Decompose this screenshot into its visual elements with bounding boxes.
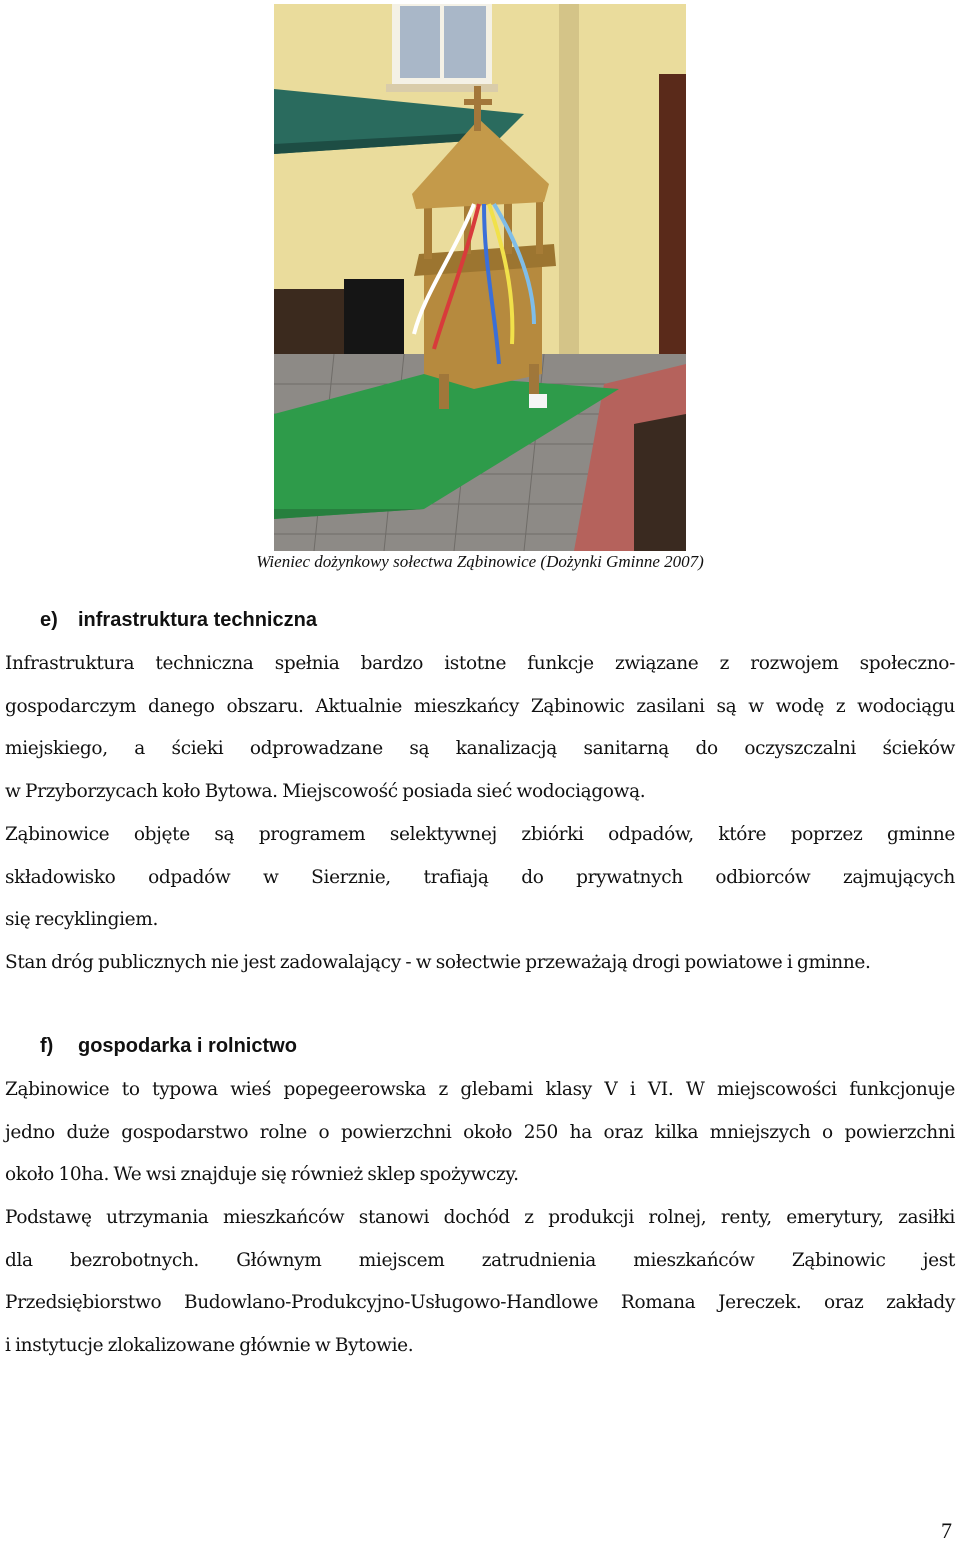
text-line: się recyklingiem. (5, 909, 158, 930)
figure-caption-text: Wieniec dożynkowy sołectwa Ząbinowice (Dożynki Gminne 2007) (256, 552, 704, 571)
harvest-wreath-photo (274, 4, 686, 551)
figure-caption (0, 552, 960, 572)
text-line: Infrastruktura techniczna spełnia bardzo istotne funkcje związane z rozwojem społeczno- (5, 653, 955, 674)
section-marker: f) (40, 1035, 54, 1057)
text-line: i instytucje zlokalizowane głównie w Bytowie. (5, 1334, 414, 1356)
text-line: Ząbinowice to typowa wieś popegeerowska z glebami klasy V i VI. W miejscowości funkcjonuje (5, 1079, 955, 1100)
text-line: jedno duże gospodarstwo rolne o powierzchni około 250 ha oraz kilka mniejszych o powierzchni (5, 1121, 955, 1143)
text-line: miejskiego, a ścieki odprowadzane są kanalizacją sanitarną do oczyszczalni ścieków (5, 738, 955, 759)
page-number: 7 (941, 1518, 952, 1543)
section-heading-infrastructure (40, 609, 317, 632)
section-heading-agriculture (40, 1035, 297, 1058)
section-title: infrastruktura techniczna (78, 609, 317, 631)
text-line: w Przyborzycach koło Bytowa. Miejscowość posiada sieć wodociągową. (5, 780, 646, 802)
paragraph-agriculture (5, 1069, 955, 1197)
text-line: Ząbinowice objęte są programem selektywnej zbiórki odpadów, które poprzez gminne (5, 824, 955, 845)
text-line: składowisko odpadów w Sierznie, trafiają do prywatnych odbiorców zajmujących (5, 866, 955, 888)
text-line: dla bezrobotnych. Głównym miejscem zatrudnienia mieszkańców Ząbinowic jest (5, 1249, 955, 1271)
paragraph-employment (5, 1197, 955, 1367)
text-line: Stan dróg publicznych nie jest zadowalający - w sołectwie przeważają drogi powiatowe i gminne. (5, 952, 871, 973)
section-marker: e) (40, 609, 58, 631)
text-line: około 10ha. We wsi znajduje się również sklep spożywczy. (5, 1164, 519, 1185)
paragraph-roads (5, 942, 955, 985)
paragraph-waste (5, 814, 955, 942)
text-line: Podstawę utrzymania mieszkańców stanowi dochód z produkcji rolnej, renty, emerytury, zasiłki (5, 1207, 955, 1228)
paragraph-infrastructure (5, 643, 955, 813)
text-line: gospodarczym danego obszaru. Aktualnie mieszkańcy Ząbinowic zasilani są w wodę z wodociągu (5, 695, 955, 717)
text-line: Przedsiębiorstwo Budowlano-Produkcyjno-Usługowo-Handlowe Romana Jereczek. oraz zakłady (5, 1292, 955, 1313)
section-title: gospodarka i rolnictwo (78, 1035, 297, 1057)
